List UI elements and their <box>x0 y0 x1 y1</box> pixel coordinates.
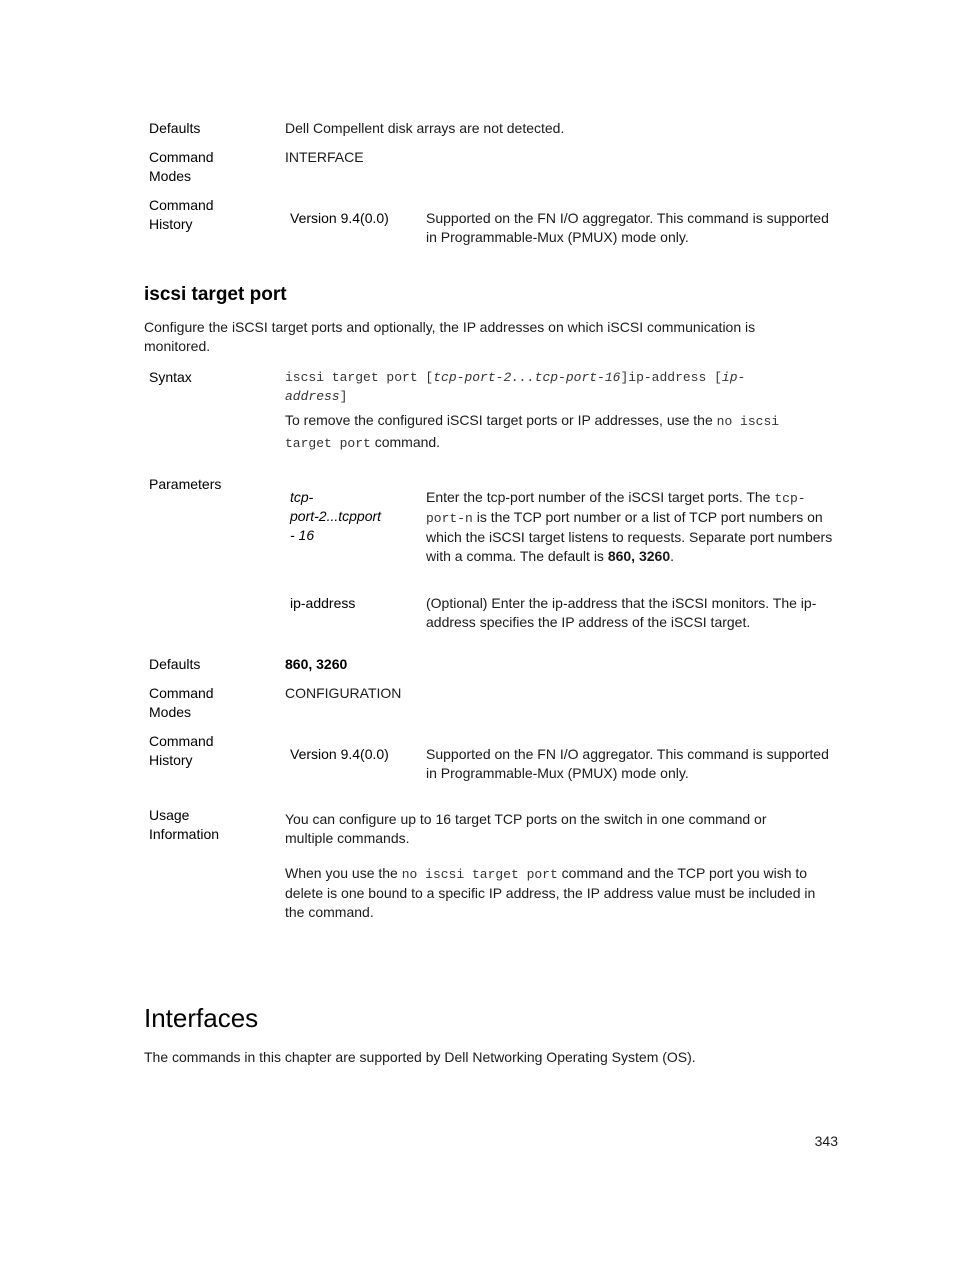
defaults-label: Defaults <box>149 120 201 136</box>
remove-note-code: no iscsi target port <box>285 414 780 451</box>
param-tcp-port-name-line3: - 16 <box>290 527 315 543</box>
usage-paragraph-2 <box>285 864 837 922</box>
usage-information-label-line2: Information <box>149 826 220 842</box>
syntax-remove-note <box>285 410 815 454</box>
section-command-history-label <box>149 732 269 770</box>
command-history-label-line1: Command <box>149 197 214 213</box>
param-tcp-port-default: 860, 3260 <box>607 548 671 564</box>
parameters-label: Parameters <box>149 476 222 492</box>
syntax-label: Syntax <box>149 369 192 385</box>
param-ip-address-description: (Optional) Enter the ip-address that the iSCSI monitors. The ip-address specifies the IP address of the iSCSI target. <box>426 595 817 630</box>
param-tcp-port-desc-part3: . <box>670 548 675 564</box>
param-tcp-port-name-line2: port-2...tcpport <box>290 508 382 524</box>
usage-p2-code: no iscsi target port <box>401 867 558 882</box>
param-tcp-port-desc-part1: Enter the tcp-port number of the iSCSI target ports. The <box>426 489 775 505</box>
usage-p2-post: command and the TCP port you wish to delete is one bound to a specific IP address, the IP address value must be included in the command. <box>285 865 816 920</box>
command-modes-value: INTERFACE <box>285 149 364 165</box>
section-intro: Configure the iSCSI target ports and optionally, the IP addresses on which iSCSI communication is monitored. <box>144 319 756 354</box>
page-number: 343 <box>814 1133 838 1149</box>
section-command-modes-label-line2: Modes <box>149 704 192 720</box>
syntax-mid: ]ip-address [ <box>620 370 722 385</box>
usage-paragraph-1: You can configure up to 16 target TCP ports on the switch in one command or multiple commands. <box>285 811 767 846</box>
section-title: iscsi target port <box>144 284 287 305</box>
command-history-label-line2: History <box>149 216 193 232</box>
section-defaults-value: 860, 3260 <box>285 656 348 672</box>
usage-information-label-line1: Usage <box>149 807 190 823</box>
section-command-modes-label <box>149 684 269 722</box>
syntax-arg-ip-address: ip-address <box>285 370 746 404</box>
syntax-command <box>285 368 805 406</box>
section-command-history-label-line1: Command <box>149 733 214 749</box>
section-command-history-label-line2: History <box>149 752 193 768</box>
remove-note-post: command. <box>370 434 441 450</box>
section-command-modes-label-line1: Command <box>149 685 214 701</box>
command-history-version: Version 9.4(0.0) <box>290 210 389 226</box>
param-tcp-port-description <box>426 488 836 566</box>
syntax-suffix: ] <box>339 389 348 404</box>
param-tcp-port-name <box>290 488 415 545</box>
param-ip-address-name: ip-address <box>290 595 356 611</box>
command-modes-label-line2: Modes <box>149 168 192 184</box>
param-tcp-port-name-line1: tcp- <box>290 489 314 505</box>
section-command-history-description: Supported on the FN I/O aggregator. This command is supported in Programmable-Mux (PMUX) mode only. <box>426 746 829 781</box>
syntax-arg-tcp-ports: tcp-port-2...tcp-port-16 <box>433 370 621 385</box>
command-modes-label-line1: Command <box>149 149 214 165</box>
command-history-description: Supported on the FN I/O aggregator. This command is supported in Programmable-Mux (PMUX) mode only. <box>426 210 829 245</box>
command-modes-label <box>149 148 269 186</box>
usage-p2-pre: When you use the <box>285 865 402 881</box>
command-history-label <box>149 196 269 234</box>
section-command-modes-value: CONFIGURATION <box>285 685 402 701</box>
param-tcp-port-desc-code: tcp-port-n <box>426 491 806 526</box>
usage-information-label <box>149 806 269 844</box>
section-defaults-label: Defaults <box>149 656 201 672</box>
chapter-title: Interfaces <box>144 1003 259 1033</box>
section-command-history-version: Version 9.4(0.0) <box>290 746 389 762</box>
param-tcp-port-desc-part2: is the TCP port number or a list of TCP port numbers on which the iSCSI target listens to requests. Separate port numbers with a comma. The default is <box>426 509 833 564</box>
syntax-prefix: iscsi target port [ <box>285 370 434 385</box>
defaults-value: Dell Compellent disk arrays are not detected. <box>285 120 565 136</box>
remove-note-pre: To remove the configured iSCSI target ports or IP addresses, use the <box>285 412 717 428</box>
chapter-intro: The commands in this chapter are supported by Dell Networking Operating System (OS). <box>144 1049 696 1065</box>
